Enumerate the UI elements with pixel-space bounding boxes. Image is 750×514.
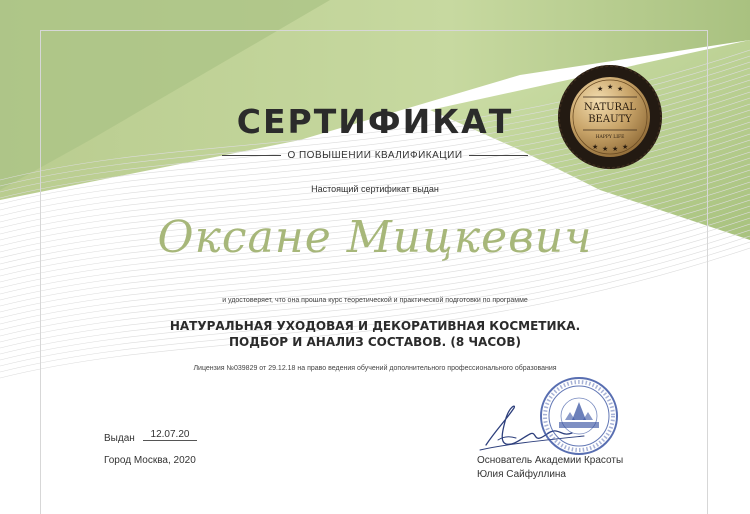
natural-beauty-seal — [557, 64, 663, 170]
star-icon: ★ — [612, 145, 619, 153]
seal-line-3: HAPPY LIFE — [595, 135, 625, 140]
subtitle-row — [222, 150, 528, 161]
program-line-2: ПОДБОР И АНАЛИЗ СОСТАВОВ. (8 ЧАСОВ) — [229, 335, 521, 349]
founder-name: Юлия Сайфуллина — [477, 469, 566, 480]
stamp-icon — [539, 376, 619, 456]
issued-to-text: Настоящий сертификат выдан — [311, 184, 439, 194]
city-year: Город Москва, 2020 — [104, 455, 196, 466]
seal-line-2: BEAUTY — [588, 114, 632, 125]
star-icon: ★ — [622, 143, 629, 151]
star-icon: ★ — [602, 145, 609, 153]
subtitle-line-right — [469, 155, 528, 156]
license-text: Лицензия №039829 от 29.12.18 на право ведения обучений дополнительного профессионального образования — [193, 365, 557, 372]
seal-line-1: NATURAL — [584, 102, 636, 113]
star-icon: ★ — [597, 85, 604, 93]
certifies-text: и удостоверяет, что она прошла курс теоретической и практической подготовки по программе — [222, 297, 528, 304]
issued-label: Выдан — [104, 433, 135, 444]
star-icon: ★ — [607, 83, 614, 91]
star-icon: ★ — [592, 143, 599, 151]
program-title — [0, 318, 750, 350]
subtitle-line-left — [222, 155, 281, 156]
star-icon: ★ — [617, 85, 624, 93]
certificate-title: СЕРТИФИКАТ — [236, 102, 514, 141]
certificate-subtitle: О ПОВЫШЕНИИ КВАЛИФИКАЦИИ — [287, 150, 463, 161]
founder-role: Основатель Академии Красоты — [477, 455, 624, 466]
issued-date: 12.07.20 — [143, 429, 197, 441]
program-line-1: НАТУРАЛЬНАЯ УХОДОВАЯ И ДЕКОРАТИВНАЯ КОСМЕТИКА. — [169, 319, 581, 333]
recipient-name: Оксане Мицкевич — [157, 212, 593, 263]
